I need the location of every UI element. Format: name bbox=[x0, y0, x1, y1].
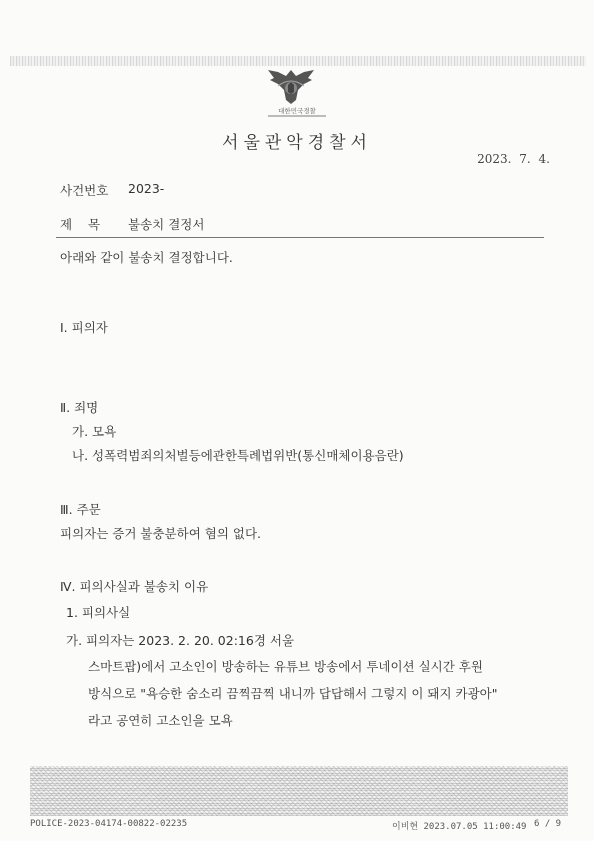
facts-line-3: 방식으로 "욕승한 숨소리 끔찍끔찍 내니까 답답해서 그렇지 이 돼지 카광아" bbox=[88, 686, 498, 701]
police-emblem-icon bbox=[264, 66, 318, 106]
intro-text: 아래와 같이 불송치 결정합니다. bbox=[60, 250, 233, 265]
case-number-label: 사건번호 bbox=[60, 183, 109, 198]
scan-noise-top bbox=[10, 56, 586, 66]
subject-value: 불송치 결정서 bbox=[128, 217, 205, 232]
footer-page-number: 6 / 9 bbox=[534, 819, 562, 829]
facts-line-1: 가. 피의자는 2023. 2. 20. 02:16경 서울 bbox=[66, 633, 295, 648]
case-number-value: 2023- bbox=[128, 181, 165, 196]
facts-subheading: 1. 피의사실 bbox=[66, 605, 131, 620]
page-title: 서울관악경찰서 bbox=[222, 133, 372, 153]
document-date: 2023. 7. 4. bbox=[477, 152, 550, 166]
divider bbox=[56, 237, 544, 238]
section-heading-suspect: Ⅰ. 피의자 bbox=[60, 320, 108, 335]
org-subtitle-line bbox=[268, 115, 326, 117]
footer-doc-id: POLICE-2023-04174-00822-02235 bbox=[30, 819, 188, 829]
charge-item-a: 가. 모욕 bbox=[72, 424, 117, 439]
section-heading-facts: Ⅳ. 피의사실과 불송치 이유 bbox=[60, 579, 209, 594]
section-heading-charge: Ⅱ. 죄명 bbox=[60, 400, 99, 415]
scan-noise-bottom bbox=[30, 766, 568, 816]
charge-item-b: 나. 성폭력범죄의처벌등에관한특례법위반(통신매체이용음란) bbox=[72, 448, 404, 463]
footer-stamp: 이비현 2023.07.05 11:00:49 bbox=[392, 822, 527, 832]
org-small-label: 대한민국경찰 bbox=[278, 107, 316, 115]
facts-line-4: 라고 공연히 고소인을 모욕 bbox=[88, 713, 233, 728]
order-text: 피의자는 증거 불충분하여 혐의 없다. bbox=[60, 526, 261, 541]
section-heading-order: Ⅲ. 주문 bbox=[60, 502, 101, 517]
subject-label: 제 목 bbox=[60, 217, 101, 232]
facts-line-2: 스마트팝)에서 고소인이 방송하는 유튜브 방송에서 투네이션 실시간 후원 bbox=[88, 659, 483, 674]
